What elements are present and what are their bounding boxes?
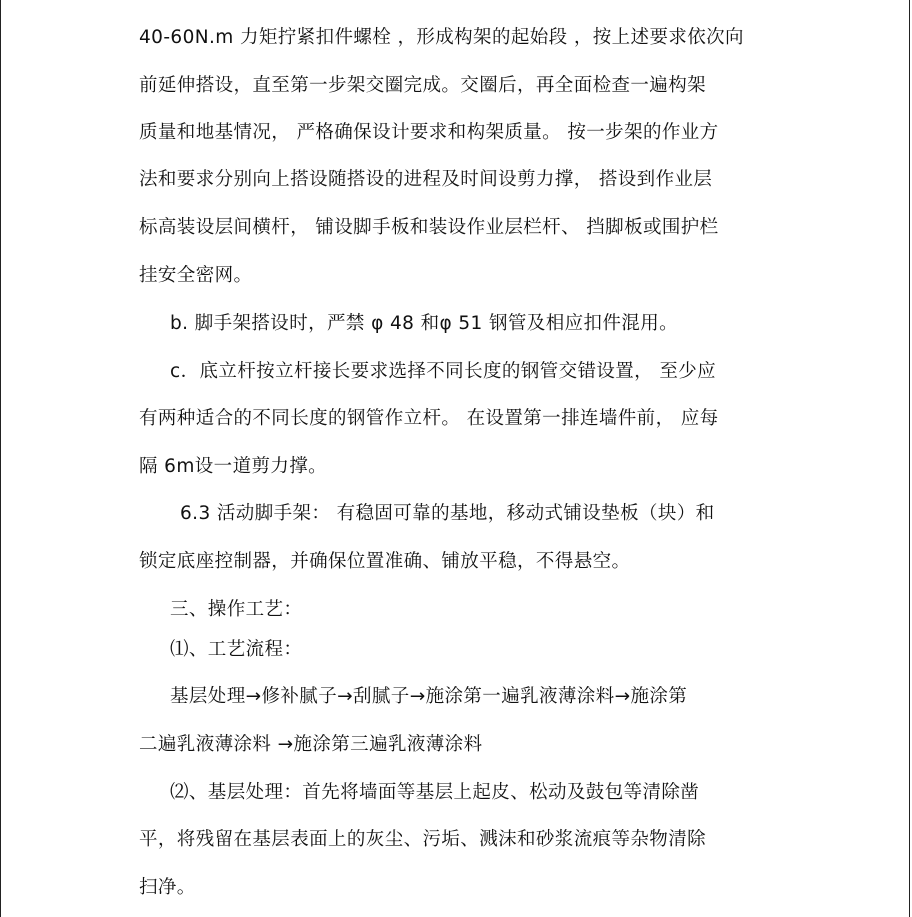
- text-line-17: ⑵、基层处理：首先将墙面等基层上起皮、松动及鼓包等清除凿: [170, 782, 700, 803]
- subheading-process-flow: ⑴、工艺流程：: [170, 639, 303, 660]
- text-line-9: 有两种适合的不同长度的钢管作立杆。 在设置第一排连墙件前， 应每: [139, 408, 719, 429]
- text-line-1: 40-60N.m 力矩拧紧扣件螺栓 ，形成构架的起始段 ，按上述要求依次向: [139, 27, 744, 48]
- text-line-3: 质量和地基情况， 严格确保设计要求和构架质量。 按一步架的作业方: [139, 122, 719, 143]
- text-line-7: b. 脚手架搭设时，严禁 φ 48 和φ 51 钢管及相应扣件混用。: [170, 313, 678, 334]
- text-line-10: 隔 6m设一道剪力撑。: [139, 456, 328, 477]
- text-line-16: 二遍乳液薄涂料 →施涂第三遍乳液薄涂料: [139, 734, 483, 755]
- text-line-4: 法和要求分别向上搭设随搭设的进程及时间设剪力撑， 搭设到作业层: [139, 169, 713, 190]
- text-line-8: c．底立杆按立杆接长要求选择不同长度的钢管交错设置， 至少应: [170, 361, 717, 382]
- section-heading: 三、操作工艺：: [170, 599, 303, 620]
- text-line-5: 标高装设层间横杆， 铺设脚手板和装设作业层栏杆、 挡脚板或围护栏: [139, 217, 719, 238]
- text-line-15: 基层处理→修补腻子→刮腻子→施涂第一遍乳液薄涂料→施涂第: [170, 686, 688, 707]
- text-line-12: 锁定底座控制器，并确保位置准确、铺放平稳，不得悬空。: [139, 551, 631, 572]
- text-line-2: 前延伸搭设，直至第一步架交圈完成。交圈后，再全面检查一遍构架: [139, 75, 707, 96]
- text-line-6: 挂安全密网。: [139, 265, 253, 286]
- text-line-11: 6.3 活动脚手架： 有稳固可靠的基地，移动式铺设垫板（块）和: [180, 503, 715, 524]
- text-line-18: 平，将残留在基层表面上的灰尘、污垢、溅沫和砂浆流痕等杂物清除: [139, 829, 707, 850]
- text-line-19: 扫净。: [139, 877, 196, 898]
